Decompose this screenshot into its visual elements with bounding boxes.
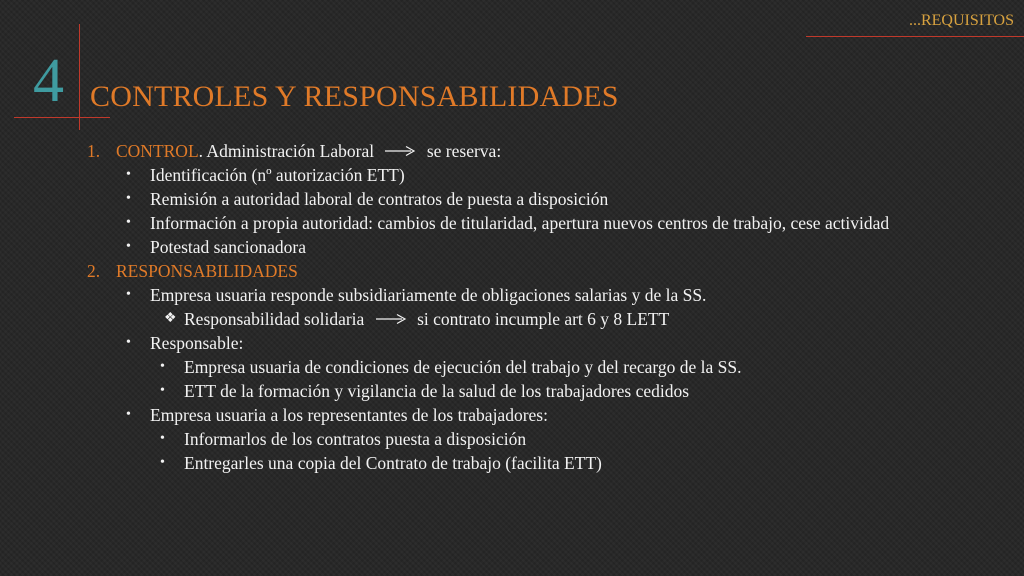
slide-content (80, 139, 960, 475)
list-item (80, 331, 960, 355)
list-item-control (80, 139, 960, 163)
list-item-text: Empresa usuaria a los representantes de los trabajadores: (150, 405, 548, 425)
bullet-icon: • (160, 359, 165, 374)
list-item (80, 235, 960, 259)
item-number: 2. (87, 261, 101, 281)
bullet-icon: • (160, 431, 165, 446)
list-item-text: Entregarles una copia del Contrato de trabajo (facilita ETT) (184, 453, 602, 473)
list-item-text: Informarlos de los contratos puesta a disposición (184, 429, 527, 449)
slide-number: 4 (33, 47, 64, 115)
bullet-icon: • (126, 215, 131, 230)
bullet-icon: • (160, 383, 165, 398)
list-item (80, 379, 960, 403)
long-right-arrow-icon (375, 313, 407, 325)
list-item-text: ETT de la formación y vigilancia de la salud de los trabajadores cedidos (184, 381, 690, 401)
list-item (80, 403, 960, 427)
responsabilidades-keyword: RESPONSABILIDADES (116, 261, 298, 281)
list-item-text: Remisión a autoridad laboral de contratos de puesta a disposición (150, 189, 609, 209)
list-item-text: Potestad sancionadora (150, 237, 306, 257)
list-item (80, 163, 960, 187)
bullet-icon: • (126, 239, 131, 254)
list-item-text: Información a propia autoridad: cambios de titularidad, apertura nuevos centros de trabajo, cese actividad (150, 213, 890, 233)
list-item-text: Empresa usuaria de condiciones de ejecución del trabajo y del recargo de la SS. (184, 357, 742, 377)
bullet-icon: • (126, 191, 131, 206)
list-item (80, 187, 960, 211)
title-vertical-rule (79, 24, 80, 130)
list-item-text: Responsable: (150, 333, 244, 353)
diamond-bullet-icon: ❖ (164, 311, 177, 326)
bullet-icon: • (126, 167, 131, 182)
list-item-diamond (80, 307, 960, 331)
section-label: ...REQUISITOS (908, 12, 1014, 29)
list-item-text: Identificación (nº autorización ETT) (150, 165, 405, 185)
list-item (80, 427, 960, 451)
title-horizontal-rule (14, 117, 110, 118)
bullet-icon: • (126, 335, 131, 350)
diamond-text: Responsabilidad solidaria (184, 309, 365, 329)
control-text-after-arrow: se reserva: (426, 141, 502, 161)
slide-title: CONTROLES Y RESPONSABILIDADES (90, 80, 619, 113)
list-item (80, 355, 960, 379)
bullet-icon: • (126, 407, 131, 422)
list-item-responsabilidades (80, 259, 960, 283)
list-item (80, 451, 960, 475)
long-right-arrow-icon (384, 145, 416, 157)
control-text: . Administración Laboral (198, 141, 375, 161)
section-divider (806, 36, 1024, 37)
list-item (80, 211, 960, 235)
control-keyword: CONTROL (116, 141, 199, 161)
list-item-text: Empresa usuaria responde subsidiariamente de obligaciones salarias y de la SS. (150, 285, 707, 305)
diamond-text-after-arrow: si contrato incumple art 6 y 8 LETT (417, 309, 670, 329)
list-item (80, 283, 960, 307)
bullet-icon: • (126, 287, 131, 302)
bullet-icon: • (160, 455, 165, 470)
item-number: 1. (87, 141, 101, 161)
